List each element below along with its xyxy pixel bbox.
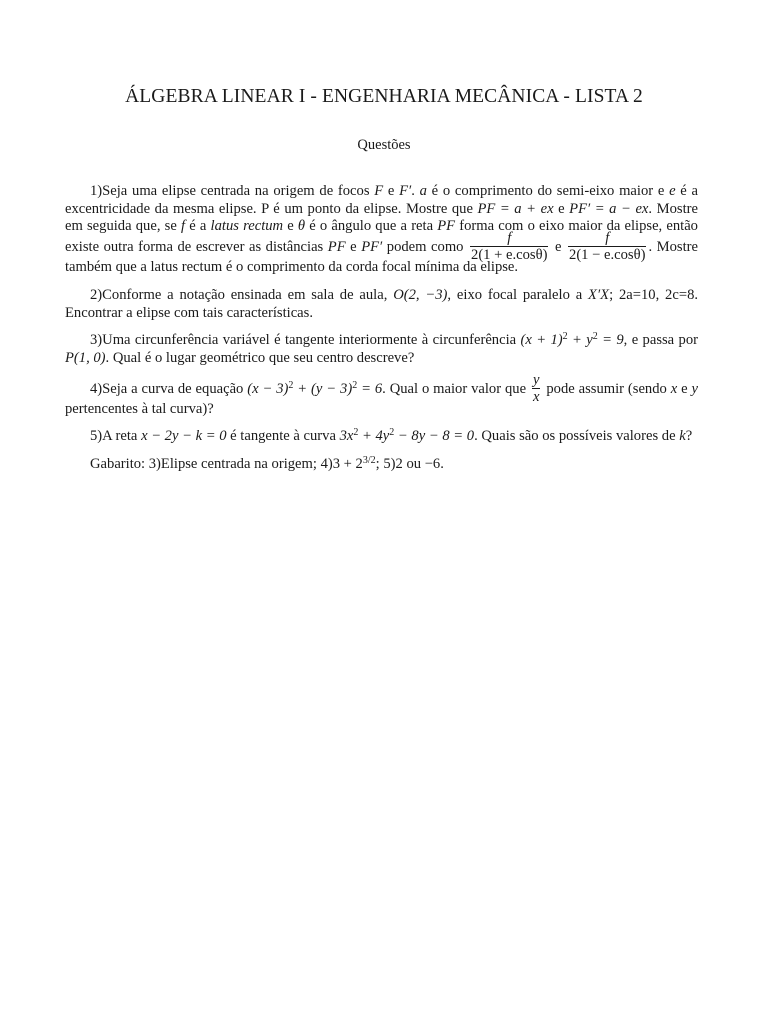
question-4: 4)Seja a curva de equação $(x - 3)^2 + (y - 3)^2 = 6$. Qual o maior valor que $\frac{y}{x}$ pode assumir (sendo x e y pertencentes à tal curva)? (65, 371, 698, 417)
question-list (65, 183, 698, 484)
question-3: 3)Uma circunferência variável é tangente interiormente à circunferência $(x + 1)^2 + y^2 = 9$, e passa por P(1, 0). Qual é o lugar geométrico que seu centro descreve? (65, 331, 699, 366)
page-title: ÁLGEBRA LINEAR I - ENGENHARIA MECÂNICA - LISTA 2 (125, 86, 643, 107)
fraction-1: $\frac{f}{2(1 + e.\cos\theta)}$ (471, 230, 548, 264)
answer-key: Gabarito: 3)Elipse centrada na origem; $4)3 + 2^{3/2}$; 5)2 ou −6. (90, 455, 444, 473)
section-subtitle: Questões (357, 137, 411, 153)
fraction-y-over-x: $\frac{y}{x}$ (532, 371, 540, 405)
fraction-2: $\frac{f}{2(1 - e.\cos\theta)}$ (569, 230, 646, 264)
question-5: 5)A reta x − 2y − k = 0 é tangente à curva $3x^2 + 4y^2 - 8y - 8 = 0$. Quais são os possíveis valores de k? (90, 427, 693, 445)
question-2: 2)Conforme a notação ensinada em sala de aula, O(2, −3), eixo focal paralelo a X′X; 2a=10, 2c=8. Encontrar a elipse com tais características. (65, 286, 699, 321)
question-1: 1)Seja uma elipse centrada na origem de focos F e F′. a é o comprimento do semi-eixo maior e e é a excentricidade da mesma elipse. P é um ponto da elipse. Mostre que PF = a + ex e PF′ = a − ex. Mostre em seguida que, se f é a latus rectum e θ é o ângulo que a reta PF forma com o eixo maior da elipse, então existe outra forma de escrever as distâncias PF e PF′ podem como $\frac{f}{2(1 + e.\cos\theta)}$ e $\frac{f}{2(1 - e.\cos\theta)}$ . Mostre também que a latus rectum é o comprimento da corda focal mínima da elipse. (65, 183, 698, 276)
